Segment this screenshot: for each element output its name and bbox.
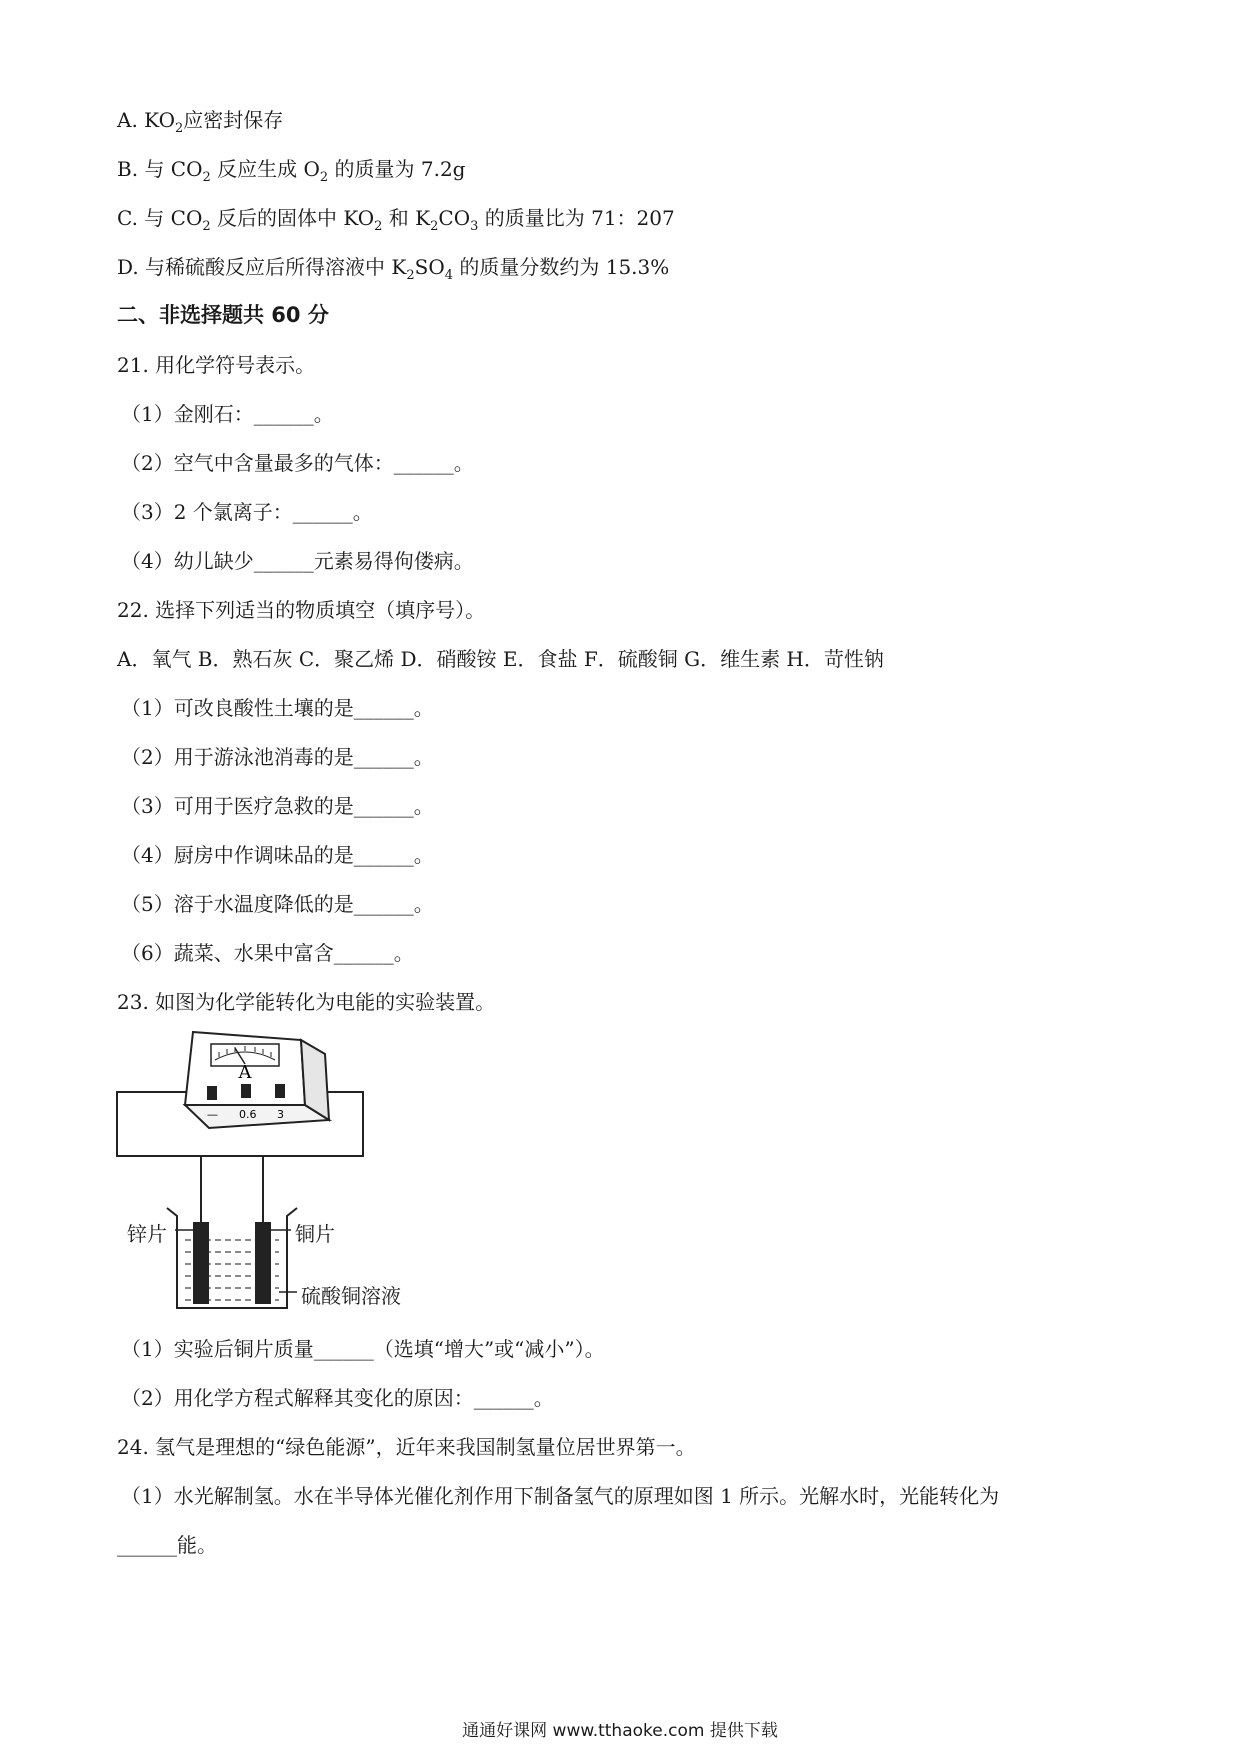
option-c: [117, 204, 675, 236]
q24-item-1-line-2: ______能。: [117, 1533, 217, 1557]
terminal-label: —: [207, 1108, 218, 1121]
question-24-stem: 24. 氢气是理想的“绿色能源”，近年来我国制氢量位居世界第一。: [117, 1435, 696, 1459]
subscript: 2: [374, 219, 383, 234]
question-21-stem: 21. 用化学符号表示。: [117, 353, 316, 377]
option-text: 应密封保存: [183, 108, 284, 132]
subscript: 2: [174, 121, 184, 136]
page-footer: 通通好课网 www.tthaoke.com 提供下载: [462, 1721, 778, 1741]
q22-item-1: （1）可改良酸性土壤的是______。: [121, 696, 434, 720]
q22-options: A．氧气 B．熟石灰 C．聚乙烯 D．硝酸铵 E．食盐 F．硫酸铜 G．维生素 H．苛性钠: [117, 647, 884, 671]
terminal-0-6: [241, 1084, 251, 1098]
q23-item-1: （1）实验后铜片质量______（选填“增大”或“减小”）。: [121, 1337, 605, 1361]
q21-item-2: （2）空气中含量最多的气体：______。: [121, 451, 474, 475]
subscript: 2: [202, 219, 211, 234]
q22-item-4: （4）厨房中作调味品的是______。: [121, 843, 434, 867]
q22-item-5: （5）溶于水温度降低的是______。: [121, 892, 434, 916]
terminal-label: 3: [277, 1108, 284, 1121]
terminal-negative: [207, 1086, 217, 1100]
terminal-label: 0.6: [239, 1108, 257, 1121]
section-title: 二、非选择题共 60 分: [117, 303, 329, 327]
q24-item-1-line-1: （1）水光解制氢。水在半导体光催化剂作用下制备氢气的原理如图 1 所示。光解水时，光能转化为: [121, 1484, 1000, 1508]
option-b: [117, 155, 465, 187]
subscript: 3: [470, 219, 479, 234]
option-d: [117, 253, 669, 285]
option-text: 的质量分数约为 15.3%: [453, 255, 670, 279]
option-text: D. 与稀硫酸反应后所得溶液中 K: [117, 255, 407, 279]
q21-item-3: （3）2 个氯离子：______。: [121, 500, 373, 524]
option-text: CO: [438, 206, 471, 230]
option-text: 反应生成 O: [210, 157, 320, 181]
q21-item-1: （1）金刚石：______。: [121, 402, 334, 426]
question-23-stem: 23. 如图为化学能转化为电能的实验装置。: [117, 990, 496, 1014]
zinc-electrode: [193, 1222, 209, 1304]
solution-label: 硫酸铜溶液: [301, 1284, 401, 1308]
copper-electrode: [255, 1222, 271, 1304]
subscript: 2: [406, 268, 415, 283]
subscript: 2: [319, 170, 329, 185]
q22-item-2: （2）用于游泳池消毒的是______。: [121, 745, 434, 769]
option-text: C. 与 CO: [117, 206, 203, 230]
beaker: [167, 1208, 297, 1308]
option-text: 的质量为 7.2g: [328, 157, 466, 181]
question-22-stem: 22. 选择下列适当的物质填空（填序号）。: [117, 598, 486, 622]
copper-label: 铜片: [295, 1222, 335, 1246]
option-text: B. 与 CO: [117, 157, 203, 181]
subscript: 2: [202, 170, 211, 185]
meter-letter: A: [238, 1062, 252, 1083]
terminal-3: [275, 1084, 285, 1098]
electrochemical-cell-figure: [115, 1030, 435, 1330]
subscript: 4: [444, 268, 454, 283]
q21-item-4: （4）幼儿缺少______元素易得佝偻病。: [121, 549, 474, 573]
option-text: SO: [414, 255, 445, 279]
option-text: 的质量比为 71：207: [478, 206, 675, 230]
subscript: 2: [430, 219, 439, 234]
option-text: 和 K: [382, 206, 431, 230]
zinc-label: 锌片: [127, 1222, 167, 1246]
option-text: A. KO: [117, 108, 175, 132]
q22-item-3: （3）可用于医疗急救的是______。: [121, 794, 434, 818]
option-text: 反后的固体中 KO: [210, 206, 375, 230]
q22-item-6: （6）蔬菜、水果中富含______。: [121, 941, 414, 965]
q23-item-2: （2）用化学方程式解释其变化的原因：______。: [121, 1386, 554, 1410]
option-a: [117, 106, 283, 138]
